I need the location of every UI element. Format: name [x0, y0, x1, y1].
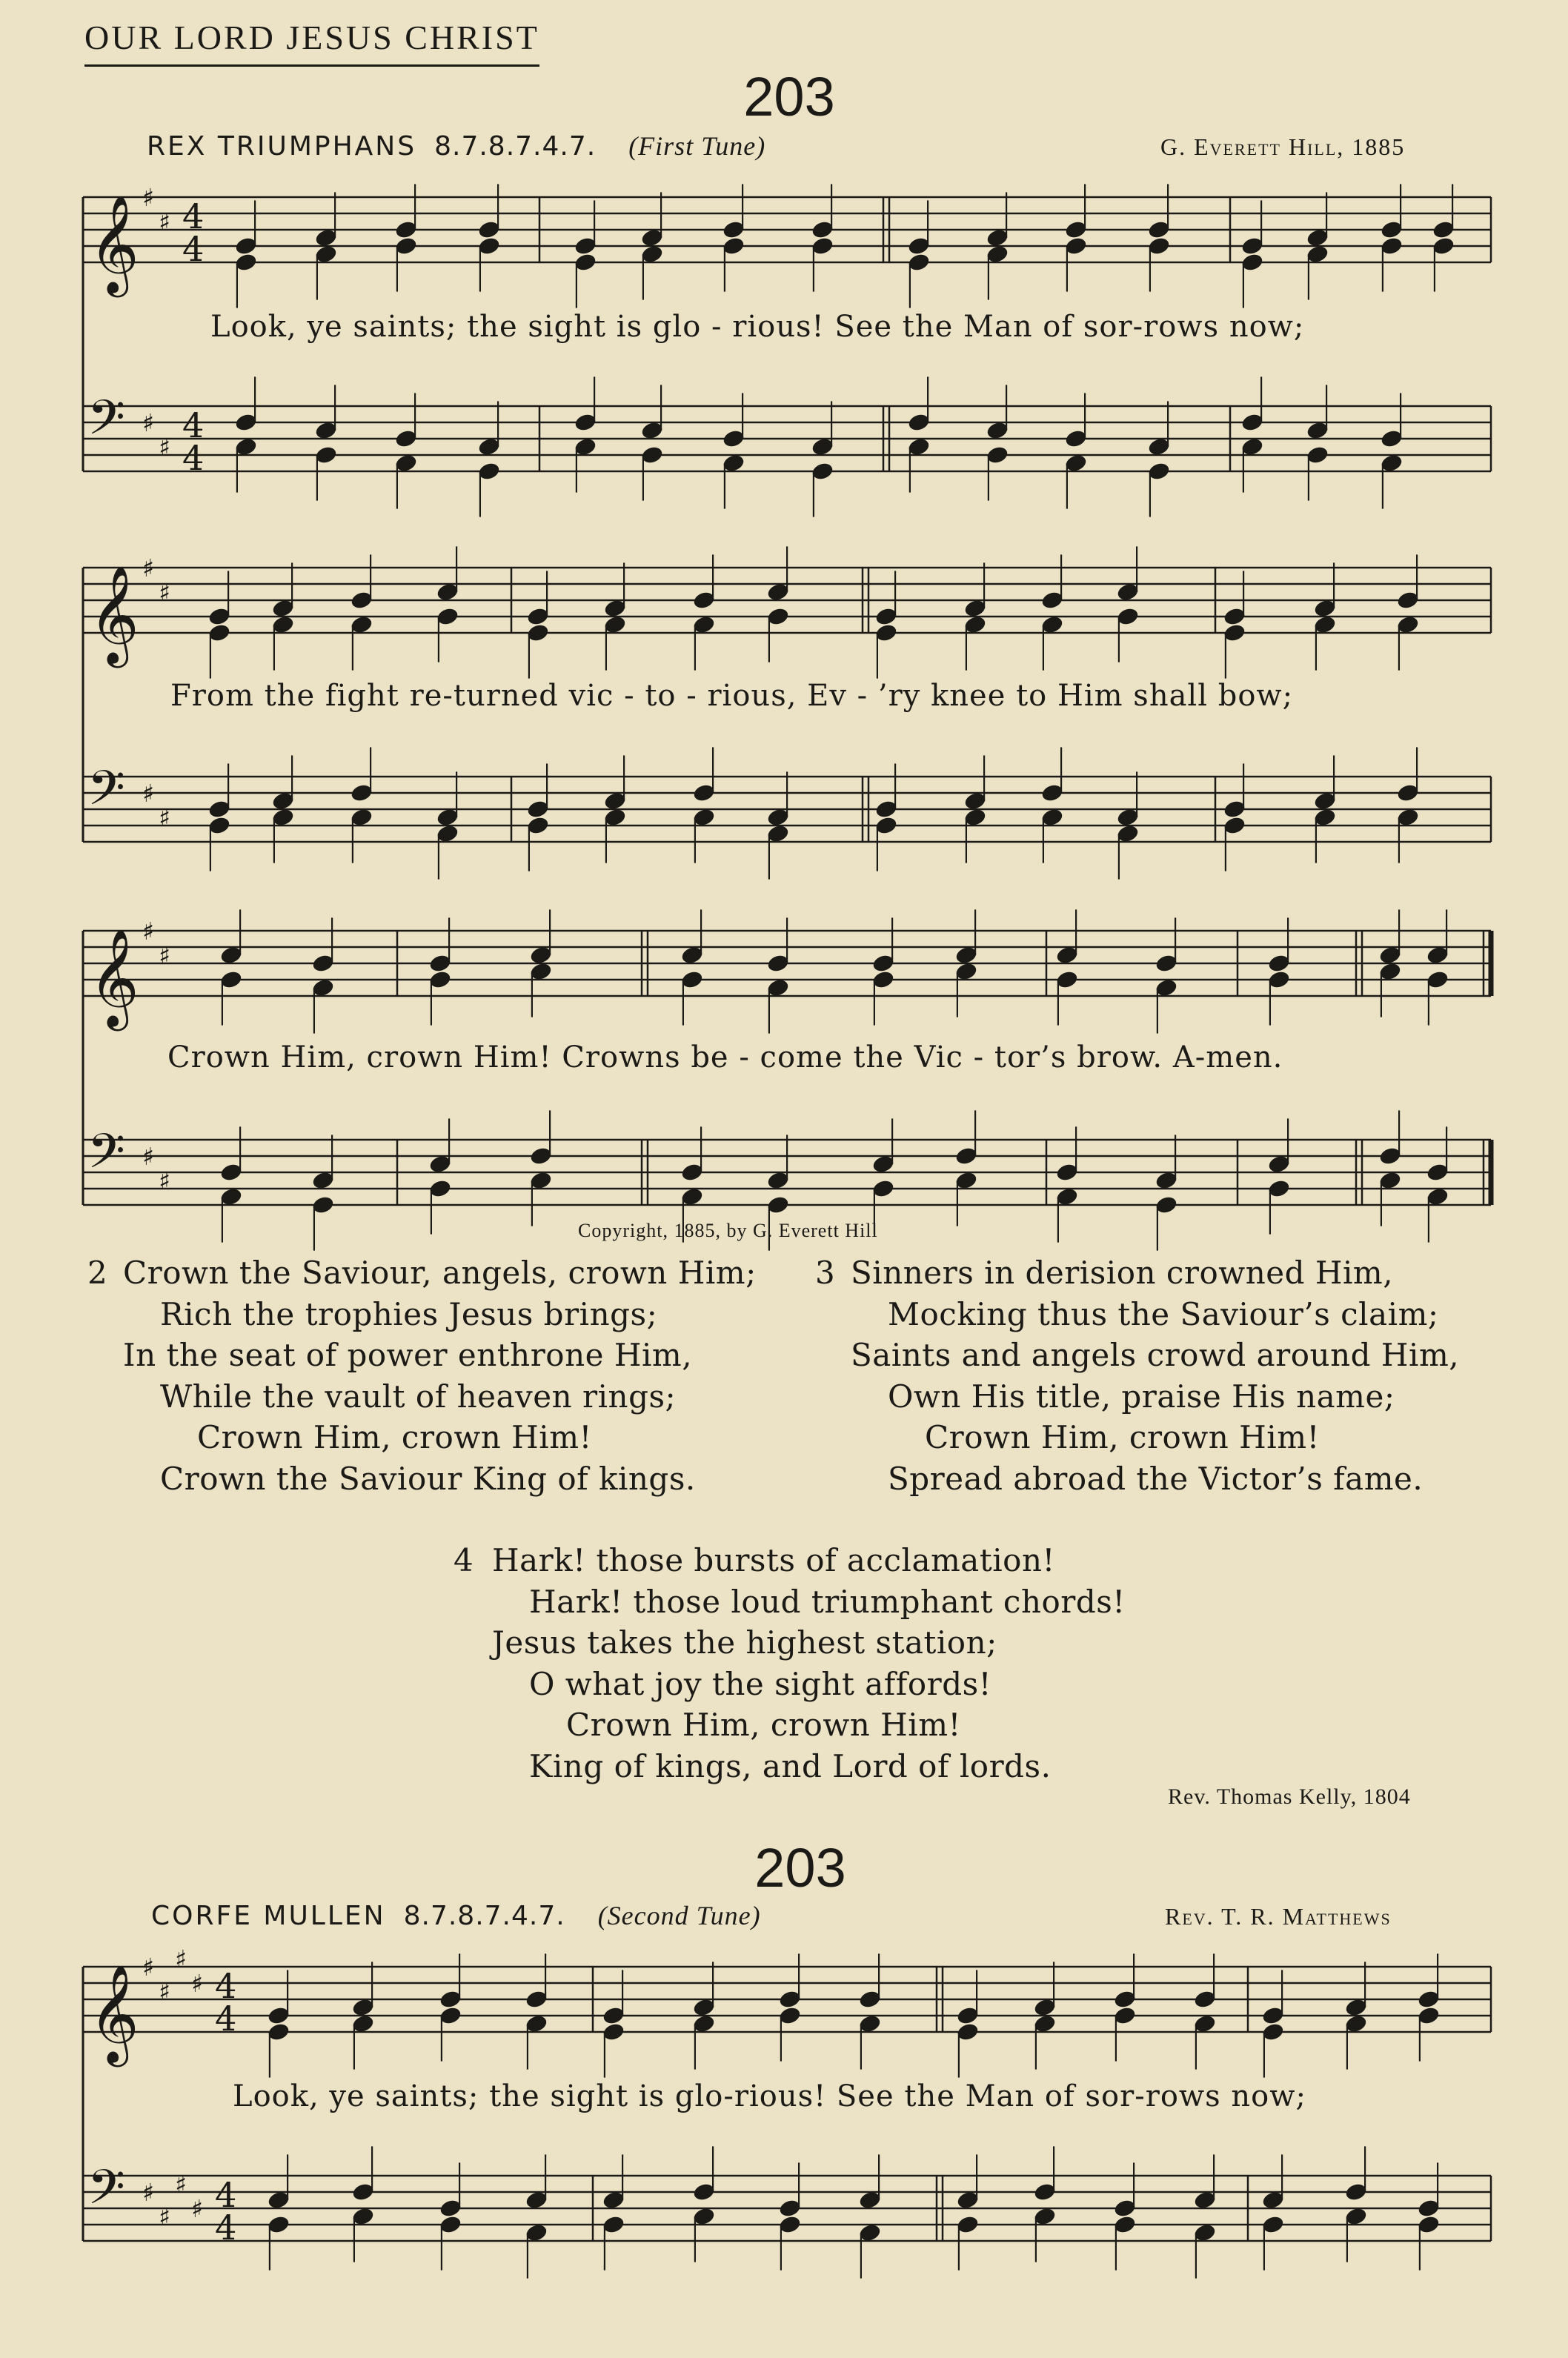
second-tune-heading	[151, 1900, 761, 1931]
notes	[234, 376, 1403, 517]
time-signature: 4	[182, 405, 205, 445]
sharp-icon: ♯	[159, 207, 170, 237]
verse-line: Crown Him, crown Him!	[197, 1419, 592, 1455]
sharp-icon: ♯	[175, 1944, 187, 1974]
notes	[267, 2146, 1441, 2278]
verse-line: Crown the Saviour King of kings.	[160, 1460, 696, 1497]
notes	[207, 546, 1420, 678]
bass-clef-icon: 𝄢	[87, 1122, 125, 1192]
verse-number: 2	[87, 1255, 108, 1291]
sharp-icon: ♯	[142, 554, 154, 583]
verse-line: In the seat of power enthrone Him,	[123, 1337, 693, 1373]
verse-line: Hark! those bursts of acclamation!	[492, 1542, 1055, 1578]
lyric-line-2: From the fight re-turned vic - to - rious, Ev - ’ry knee to Him shall bow;	[170, 679, 1294, 713]
verse-line: Crown the Saviour, angels, crown Him;	[123, 1255, 757, 1291]
verse-number: 3	[815, 1255, 836, 1291]
treble-clef-icon: 𝄞	[89, 194, 139, 293]
time-signature: 4	[182, 438, 205, 478]
treble-clef-icon: 𝄞	[89, 565, 139, 663]
tune-name: REX TRIUMPHANS	[147, 131, 417, 162]
treble-clef-icon: 𝄞	[89, 928, 139, 1026]
time-signature: 4	[215, 2208, 237, 2248]
sharp-icon: ♯	[142, 779, 154, 808]
hymn-number: 203	[743, 66, 835, 127]
verse-line: Own His title, praise His name;	[888, 1378, 1395, 1415]
copyright-notice: Copyright, 1885, by G. Everett Hill	[578, 1220, 878, 1241]
verse-line: Spread abroad the Victor’s fame.	[888, 1460, 1424, 1497]
sharp-icon: ♯	[159, 578, 170, 608]
staff	[83, 183, 1491, 297]
bass-clef-icon: 𝄢	[87, 759, 125, 828]
sharp-icon: ♯	[159, 2202, 170, 2232]
verse-line: Crown Him, crown Him!	[566, 1707, 961, 1743]
notes	[207, 747, 1420, 879]
verse-3	[815, 1252, 1459, 1499]
time-signature: 4	[182, 196, 205, 236]
tune-designation: (Second Tune)	[597, 1901, 761, 1930]
sharp-icon: ♯	[142, 408, 154, 438]
tune-meter: 8.7.8.7.4.7.	[403, 1901, 565, 1931]
sharp-icon: ♯	[159, 803, 170, 833]
verse-2	[87, 1252, 757, 1499]
sharp-icon: ♯	[159, 1977, 170, 2007]
verse-4	[454, 1540, 1126, 1787]
sharp-icon: ♯	[142, 183, 154, 213]
verse-line: Hark! those loud triumphant chords!	[529, 1583, 1126, 1620]
verse-number: 4	[454, 1542, 474, 1578]
composer: G. Everett Hill, 1885	[1160, 133, 1406, 160]
verse-line: Sinners in derision crowned Him,	[851, 1255, 1394, 1291]
bass-clef-icon: 𝄢	[87, 388, 125, 458]
sharp-icon: ♯	[159, 941, 170, 971]
tune-designation: (First Tune)	[628, 131, 766, 161]
verse-line: While the vault of heaven rings;	[160, 1378, 677, 1415]
section-title: OUR LORD JESUS CHRIST	[84, 18, 539, 67]
sharp-icon: ♯	[142, 1953, 154, 1982]
verse-line: Jesus takes the highest station;	[492, 1624, 997, 1661]
verse-line: Rich the trophies Jesus brings;	[160, 1295, 658, 1332]
sharp-icon: ♯	[142, 917, 154, 946]
sharp-icon: ♯	[142, 2178, 154, 2208]
hymn-number-second: 203	[754, 1837, 846, 1899]
bass-clef-icon: 𝄢	[87, 2158, 125, 2228]
lyric-line-1: Look, ye saints; the sight is glo - rious! See the Man of sor-rows now;	[210, 310, 1305, 344]
sharp-icon: ♯	[175, 2170, 187, 2199]
verse-line: O what joy the sight affords!	[529, 1665, 992, 1702]
verse-line: Mocking thus the Saviour’s claim;	[888, 1295, 1439, 1332]
lyric-line-second-1: Look, ye saints; the sight is glo-rious! See the Man of sor-rows now;	[233, 2079, 1306, 2113]
tune-name: CORFE MULLEN	[151, 1901, 386, 1931]
time-signature: 4	[182, 229, 205, 269]
time-signature: 4	[215, 1999, 237, 2039]
verse-line: King of kings, and Lord of lords.	[529, 1747, 1052, 1784]
sharp-icon: ♯	[159, 1166, 170, 1196]
text-author: Rev. Thomas Kelly, 1804	[1168, 1784, 1411, 1809]
composer-second: Rev. T. R. Matthews	[1165, 1903, 1392, 1930]
time-signature: 4	[215, 1966, 237, 2006]
treble-clef-icon: 𝄞	[89, 1964, 139, 2062]
sharp-icon: ♯	[191, 2194, 203, 2224]
notes	[219, 909, 1449, 1033]
lyric-line-3: Crown Him, crown Him! Crowns be - come the Vic - tor’s brow. A-men.	[167, 1040, 1283, 1075]
tune-meter: 8.7.8.7.4.7.	[434, 131, 597, 162]
sharp-icon: ♯	[159, 433, 170, 462]
time-signature: 4	[215, 2175, 237, 2215]
verse-line: Crown Him, crown Him!	[925, 1419, 1320, 1455]
sharp-icon: ♯	[191, 1969, 203, 1999]
staff	[83, 389, 1491, 478]
verse-line: Saints and angels crowd around Him,	[851, 1337, 1460, 1373]
sharp-icon: ♯	[142, 1142, 154, 1172]
